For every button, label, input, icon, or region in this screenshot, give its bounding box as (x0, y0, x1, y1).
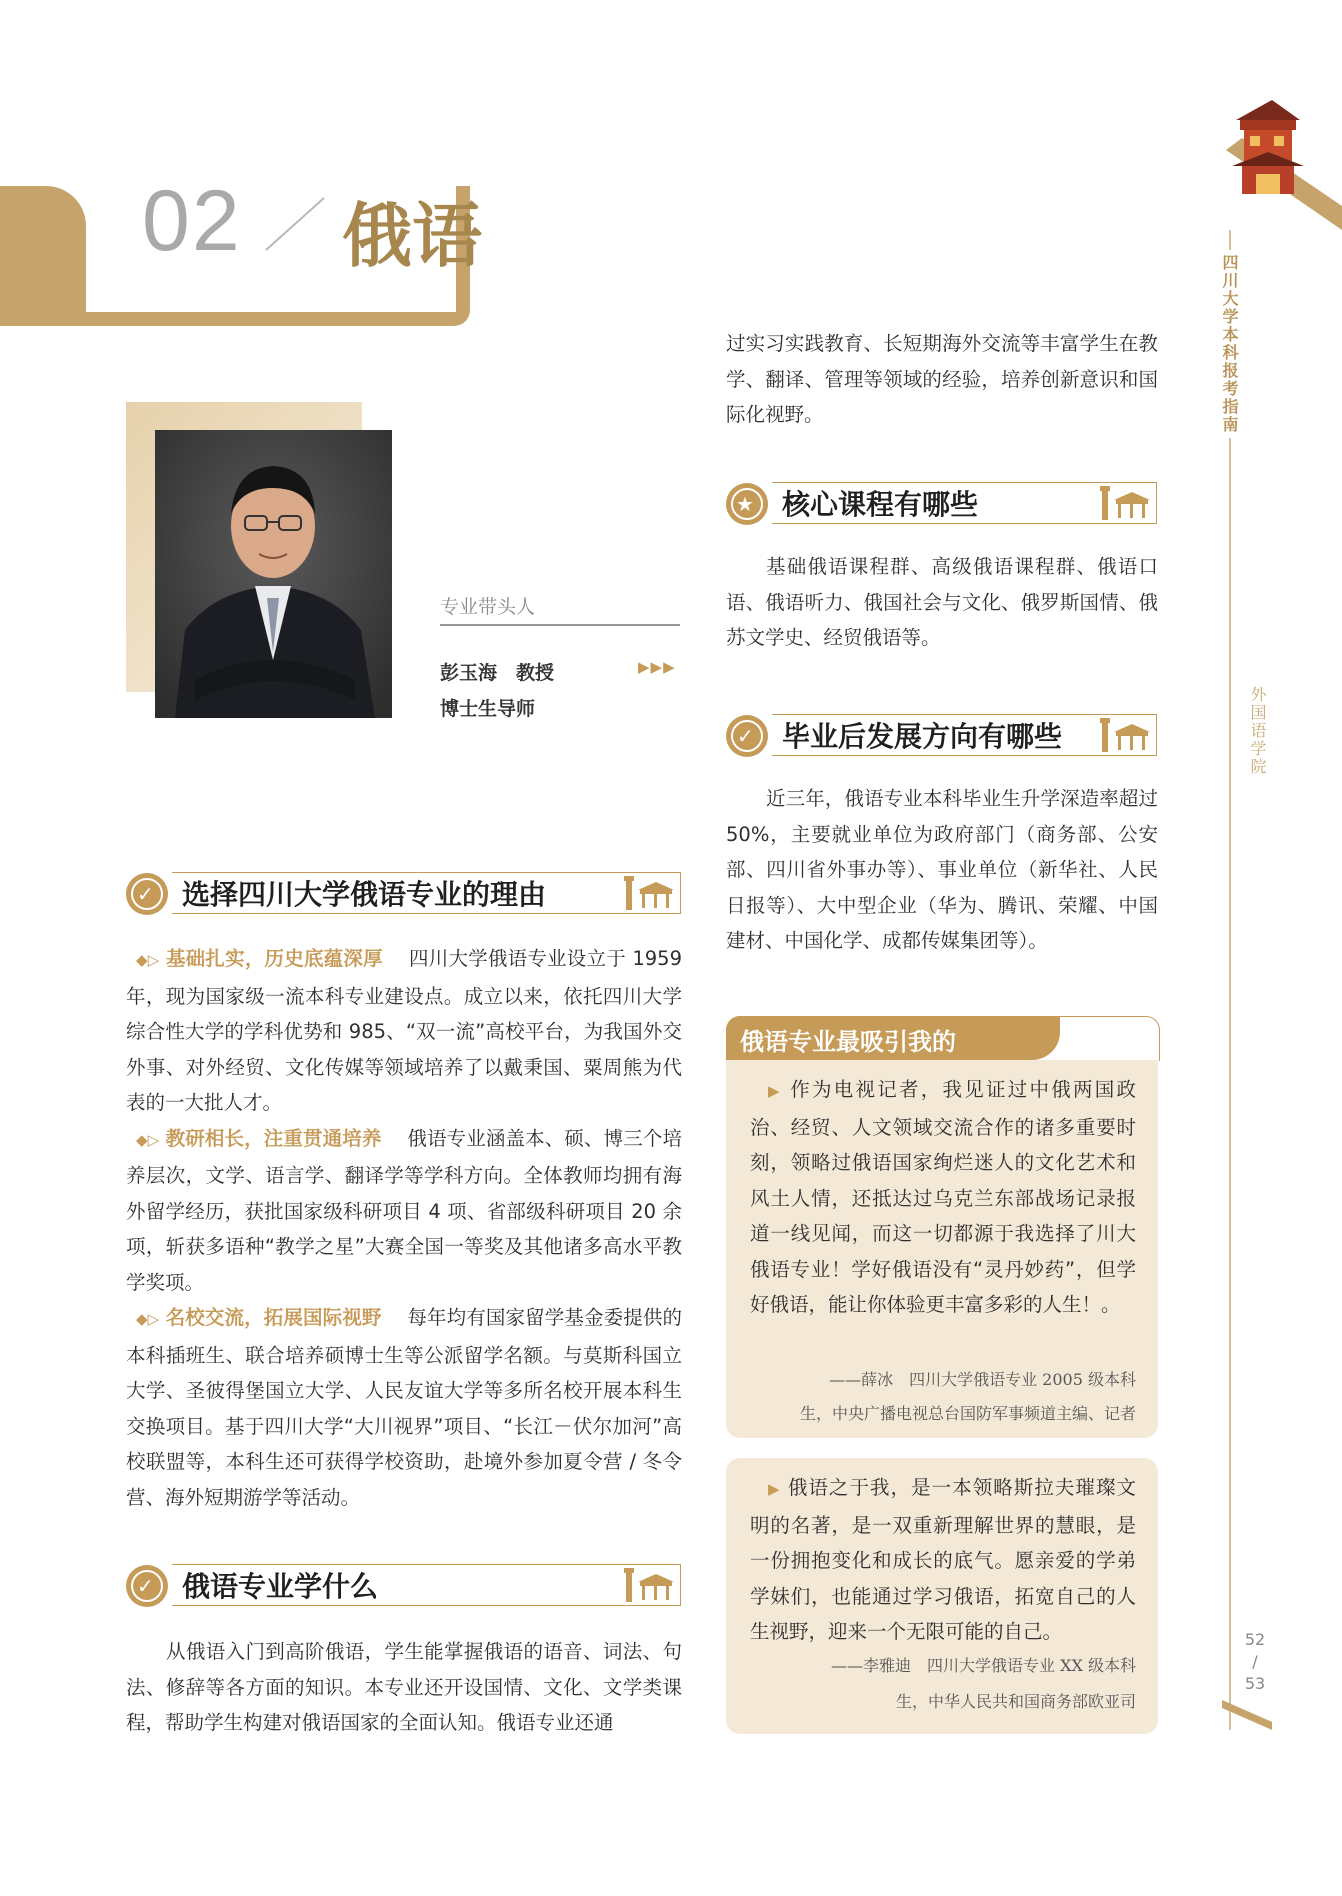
quote-title: 俄语专业最吸引我的 (740, 1027, 956, 1056)
courses-body: 基础俄语课程群、高级俄语课程群、俄语口语、俄语听力、俄国社会与文化、俄罗斯国情、俄苏文学史、经贸俄语等。 (726, 555, 1158, 649)
play-triangle-icon: ▶ (768, 1480, 781, 1498)
section-title: 毕业后发展方向有哪些 (782, 720, 1063, 753)
reason-title: 名校交流，拓展国际视野 (165, 1306, 382, 1329)
chevron-badge-icon: ✓ (126, 1565, 168, 1607)
gate-building-icon (1100, 484, 1152, 520)
play-triangle-icon: ▶ (768, 1082, 782, 1100)
margin-line (1229, 230, 1231, 1730)
guide-title-vertical: 四川大学本科报考指南 (1218, 250, 1241, 438)
diamond-bullet-icon: ◆▷ (136, 1310, 160, 1328)
section-heading-learn (126, 1562, 682, 1612)
reason-text: 四川大学俄语专业设立于 1959 年，现为国家级一流本科专业建设点。成立以来，依托四川大学综合性大学的学科优势和 985、“双一流”高校平台，为我国外交外事、对外经贸、文化传媒等领域培养了以戴秉国、粟周熊为代表的一大批人才。 (126, 947, 682, 1114)
quote-text (750, 1470, 1136, 1650)
reason-title: 基础扎实，历史底蕴深厚 (165, 947, 383, 970)
slash-divider-icon (262, 194, 328, 254)
quote-signature-1: ——薛冰 四川大学俄语专业 2005 级本科 (829, 1370, 1136, 1389)
reason-text: 每年均有国家留学基金委提供的本科插班生、联合培养硕博士生等公派留学名额。与莫斯科国立大学、圣彼得堡国立大学、人民友谊大学等多所名校开展本科生交换项目。基于四川大学“大川视界”项目、“长江－伏尔加河”高校联盟等，本科生还可获得学校资助，赴境外参加夏令营 / 冬令营、海外短期游学等活动。 (126, 1306, 682, 1509)
chapter-number: 02 (142, 173, 242, 269)
reason-item-2 (126, 1121, 682, 1301)
reason-text: 俄语专业涵盖本、硕、博三个培养层次，文学、语言学、翻译学等学科方向。全体教师均拥有海外留学经历，获批国家级科研项目 4 项、省部级科研项目 20 余项，斩获多语种“教学之星”大赛全国一等奖及其他诸多高水平教学奖项。 (126, 1126, 682, 1294)
header-corner (0, 186, 86, 312)
leader-name: 彭玉海 教授 (440, 662, 555, 684)
leader-role: 博士生导师 (440, 698, 536, 720)
quote-text (750, 1072, 1136, 1323)
gate-building-icon (624, 1566, 676, 1602)
quote-signature-1b: 生，中央广播电视总台国防军事频道主编、记者 (799, 1404, 1136, 1423)
leader-portrait (155, 430, 392, 718)
diamond-bullet-icon: ◆▷ (136, 1130, 160, 1149)
quote-card-1 (726, 1060, 1158, 1438)
quote-text-1: 作为电视记者，我见证过中俄两国政治、经贸、人文领域交流合作的诸多重要时刻，领略过俄语国家绚烂迷人的文化艺术和风土人情，还抵达过乌克兰东部战场记录报道一线见闻，而这一切都源于我选择了川大俄语专业！学好俄语没有“灵丹妙药”，但学好俄语，能让你体验更丰富多彩的人生！。 (750, 1078, 1136, 1316)
quote-card-2 (726, 1458, 1158, 1734)
leader-label: 专业带头人 (440, 596, 536, 618)
margin-tail-icon (1222, 1700, 1272, 1730)
section-heading-reasons (126, 870, 682, 920)
section-heading-career (726, 712, 1158, 762)
career-body: 近三年，俄语专业本科毕业生升学深造率超过 50%，主要就业单位为政府部门（商务部、公安部、四川省外事办等）、事业单位（新华社、人民日报等）、大中型企业（华为、腾讯、荣耀、中国建材、中国化学、成都传媒集团等）。 (726, 787, 1158, 952)
learn-body-continued: 过实习实践教育、长短期海外交流等丰富学生在教学、翻译、管理等领域的经验，培养创新意识和国际化视野。 (726, 332, 1158, 426)
star-badge-icon: ★ (726, 483, 768, 525)
page-number-left: 52 (1244, 1630, 1266, 1649)
chevron-badge-icon: ✓ (726, 715, 768, 757)
reason-item-3 (126, 1300, 682, 1515)
pavilion-banner-icon (1212, 90, 1342, 230)
section-title: 核心课程有哪些 (782, 488, 979, 521)
gate-building-icon (624, 874, 676, 910)
section-heading-courses (726, 480, 1158, 530)
reason-title: 教研相长，注重贯通培养 (165, 1126, 382, 1150)
triple-arrow-icon: ▶▶▶ (638, 658, 676, 676)
chevron-badge-icon: ✓ (126, 873, 168, 915)
page-number-right: 53 (1244, 1674, 1266, 1693)
person-portrait-icon (155, 430, 392, 718)
leader-divider (440, 624, 680, 626)
quote-text-2: 俄语之于我，是一本领略斯拉夫璀璨文明的名著，是一双重新理解世界的慧眼，是一份拥抱变化和成长的底气。愿亲爱的学弟学妹们，也能通过学习俄语，拓宽自己的人生视野，迎来一个无限可能的自己。 (750, 1476, 1136, 1643)
section-title: 选择四川大学俄语专业的理由 (182, 878, 547, 911)
page-title: 俄语 (342, 194, 482, 277)
learn-body: 从俄语入门到高阶俄语，学生能掌握俄语的语音、词法、句法、修辞等各方面的知识。本专业还开设国情、文化、文学类课程，帮助学生构建对俄语国家的全面认知。俄语专业还通 (126, 1640, 682, 1734)
diamond-bullet-icon: ◆▷ (136, 951, 160, 969)
quote-signature-2: ——李雅迪 四川大学俄语专业 XX 级本科 (831, 1656, 1136, 1675)
reasons-body (126, 941, 682, 1515)
quote-signature-2b: 生，中华人民共和国商务部欧亚司 (895, 1692, 1136, 1711)
gate-building-icon (1100, 716, 1152, 752)
page-number-sep: / (1252, 1652, 1258, 1671)
section-title: 俄语专业学什么 (182, 1570, 379, 1603)
reason-item-1 (126, 941, 682, 1121)
college-name-vertical: 外国语学院 (1248, 686, 1267, 776)
